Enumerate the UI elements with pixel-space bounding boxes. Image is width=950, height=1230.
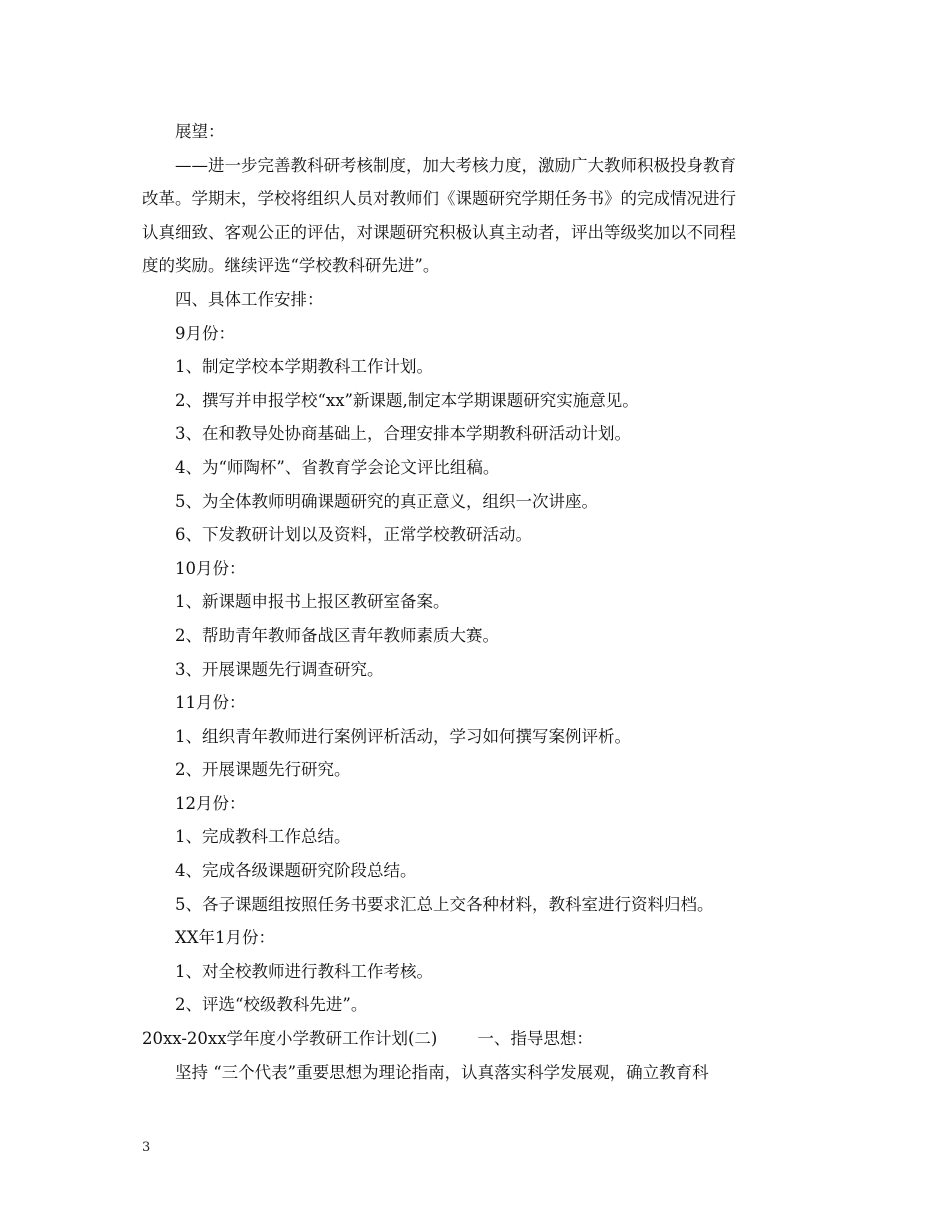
paragraph-line: 展望： xyxy=(175,122,225,141)
list-item: 2、帮助青年教师备战区青年教师素质大赛。 xyxy=(175,625,499,645)
list-item: 3、在和教导处协商基础上，合理安排本学期教科研活动计划。 xyxy=(175,424,631,444)
list-item: 5、为全体教师明确课题研究的真正意义，组织一次讲座。 xyxy=(175,491,598,511)
list-item: 5、各子课题组按照任务书要求汇总上交各种材料，教科室进行资料归档。 xyxy=(175,894,714,914)
section-title: 20xx-20xx学年度小学教研工作计划(二) xyxy=(142,1029,438,1049)
month-heading: XX年1月份： xyxy=(175,928,275,948)
list-item: 1、新课题申报书上报区教研室备案。 xyxy=(175,592,450,612)
document-body xyxy=(142,115,812,1089)
month-heading: 10月份： xyxy=(175,558,246,578)
list-item: 3、开展课题先行调查研究。 xyxy=(175,659,384,679)
page-number: 3 xyxy=(142,1140,151,1155)
list-item: 4、完成各级课题研究阶段总结。 xyxy=(175,861,417,881)
month-heading: 9月份： xyxy=(175,323,235,343)
list-item: 2、撰写并申报学校“xx”新课题,制定本学期课题研究实施意见。 xyxy=(175,390,639,410)
month-heading: 12月份： xyxy=(175,793,246,813)
section-heading: 一、指导思想： xyxy=(477,1029,593,1049)
month-heading: 11月份： xyxy=(175,693,246,713)
section-heading: 四、具体工作安排： xyxy=(175,289,324,309)
list-item: 6、下发教研计划以及资料，正常学校教研活动。 xyxy=(175,525,532,545)
list-item: 4、为“师陶杯”、省教育学会论文评比组稿。 xyxy=(175,457,500,477)
paragraph-line: 改革。学期末，学校将组织人员对教师们《课题研究学期任务书》的完成情况进行 xyxy=(142,189,736,209)
paragraph-line: ——进一步完善教科研考核制度，加大考核力度，激励广大教师积极投身教育 xyxy=(175,155,736,175)
paragraph-line: 度的奖励。继续评选“学校教科研先进”。 xyxy=(142,256,440,276)
paragraph-line: 坚持 “三个代表”重要思想为理论指南，认真落实科学发展观，确立教育科 xyxy=(175,1062,709,1082)
list-item: 1、制定学校本学期教科工作计划。 xyxy=(175,357,433,377)
list-item: 2、评选“校级教科先进”。 xyxy=(175,995,368,1015)
list-item: 1、对全校教师进行教科工作考核。 xyxy=(175,961,433,981)
list-item: 1、组织青年教师进行案例评析活动，学习如何撰写案例评析。 xyxy=(175,726,631,746)
list-item: 2、开展课题先行研究。 xyxy=(175,760,351,780)
list-item: 1、完成教科工作总结。 xyxy=(175,827,351,847)
section-title-line xyxy=(142,1022,812,1056)
paragraph-line: 认真细致、客观公正的评估，对课题研究积极认真主动者，评出等级奖加以不同程 xyxy=(142,222,736,242)
